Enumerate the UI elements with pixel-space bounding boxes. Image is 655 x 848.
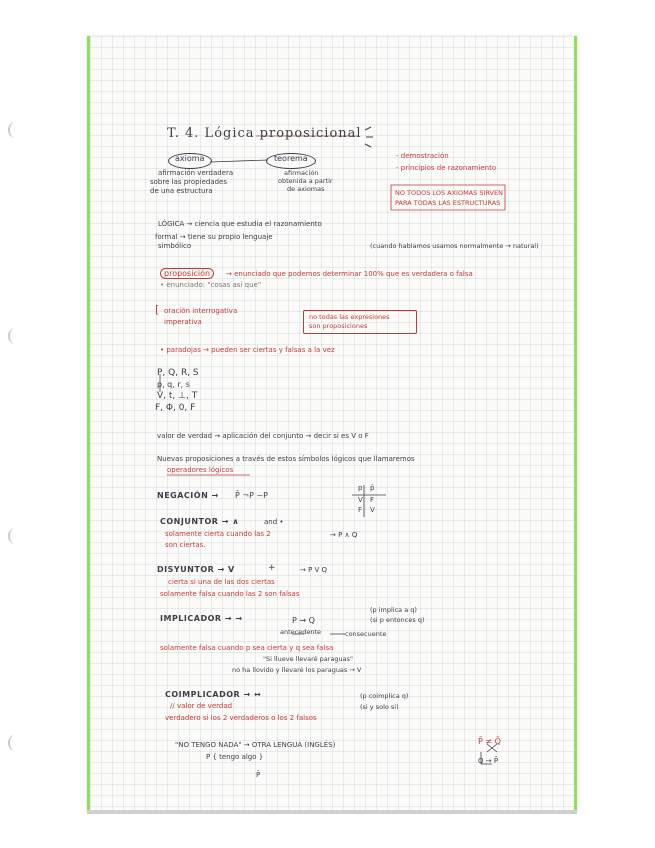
implicador-formula: P → Q [292,616,315,625]
truth-table-cell: F [358,506,363,514]
proposicion-def: → enunciado que podemos determinar 100% que es verdadera o falsa [226,270,473,278]
coimplicador-si: (si y solo si) [360,703,399,711]
teorema-def: afirmación [284,169,319,177]
diagram-bottom: Q → P̄ [478,757,499,765]
truth-table-cell: p [358,484,363,492]
logica-line: LÓGICA → ciencia que estudia el razonamiento [158,220,322,228]
nuevas-line: Nuevas proposiciones a través de estos símbolos lógicos que llamaremos [157,455,415,463]
consecuente-label: consecuente [345,630,387,638]
operadores-heading: operadores lógicos [167,466,234,474]
implicador-example: no ha llovido y llevaré los paraguas → V [232,666,362,674]
diagram-top: P̄ ≠ Q̄ [478,737,501,746]
axioma-def: afirmación verdadera [158,169,234,177]
page-title: T. 4. Lógica proposicional [167,126,362,141]
antecedente-label: antecedente [280,628,322,636]
implicador-example: "Si llueve llevaré paraguas" [263,655,354,663]
symbols-row: F, Φ, 0, F [155,403,196,413]
coimplicador-implica: (p coimplica q) [360,692,409,700]
demostracion-text: - demostración [396,152,449,160]
final-p-line: P { tengo algo } [206,753,264,761]
negacion-label: NEGACIÓN → [157,491,219,500]
final-pbar: P̄ [256,771,261,779]
oracion-line: imperativa [164,318,202,326]
axiom-note: NO TODOS LOS AXIOMAS SIRVEN [395,189,503,197]
implicador-implica: (p implica a q) [370,606,417,614]
symbols-row: V, t, ⊥, T [157,391,198,401]
axioma-def: sobre las propiedades [150,178,228,186]
truth-table-cell: V [370,506,375,514]
coimplicador-note: // valor de verdad [170,702,233,710]
negacion-symbols: P̄ ¬P ~P [235,491,268,500]
proposicion-word: proposición [160,268,214,279]
truth-table-cell: F [370,496,375,504]
final-line: "NO TENGO NADA" → OTRA LENGUA (INGLÉS) [175,741,336,749]
conjuntor-result: → P ∧ Q [330,531,358,539]
conjuntor-and: and • [264,518,284,526]
conjuntor-note: solamente cierta cuando las 2 [165,530,271,538]
teorema-def: de axiomas [287,185,325,193]
natural-note: (cuando hablamos usamos normalmente → natural) [370,242,539,250]
disyuntor-note: cierta si una de las dos ciertas [168,578,275,586]
formal-line: simbólico [158,242,192,250]
disyuntor-note: solamente falsa cuando las 2 son falsas [160,590,300,598]
teorema-def: obtenida a partir [278,177,333,185]
coimplicador-label: COIMPLICADOR → ↔ [165,690,262,699]
truth-table-cell: V [358,496,363,504]
axiom-note: PARA TODAS LAS ESTRUCTURAS [395,199,501,207]
disyuntor-result: → P V Q [300,566,328,574]
truth-table-cell: p̄ [370,484,375,492]
formal-line: formal → tiene su propio lenguaje [155,233,273,241]
symbols-row: P, Q, R, S [157,368,199,378]
disyuntor-label: DISYUNTOR → V [157,565,235,574]
enunciado-line: • enunciado: "cosas así que" [160,281,262,289]
conjuntor-label: CONJUNTOR → ∧ [160,517,240,526]
teorema-label: teorema [274,154,308,163]
box-text: son proposiciones [309,322,368,330]
box-text: no todas las expresiones [309,313,390,321]
disyuntor-plus: + [268,563,276,573]
coimplicador-note: verdadero si los 2 verdaderos o los 2 falsos [165,714,317,722]
implicador-label: IMPLICADOR → → [160,614,243,623]
principios-text: - principios de razonamiento [396,164,497,172]
paradojas-line: • paradojas → pueden ser ciertas y falsas a la vez [160,346,335,354]
symbols-row: p, q, r, s [157,380,190,389]
implicador-si: (si p entonces q) [370,616,425,624]
implicador-note: solamente falsa cuando p sea cierta y q sea falsa [160,644,334,652]
bracket: [ [155,303,160,316]
conjuntor-note: son ciertas. [165,541,206,549]
oracion-line: oración interrogativa [164,307,238,315]
valor-line: valor de verdad → aplicación del conjunto → decir si es V o F [157,432,369,440]
axioma-def: de una estructura [150,187,213,195]
axioma-label: axioma [175,154,205,163]
